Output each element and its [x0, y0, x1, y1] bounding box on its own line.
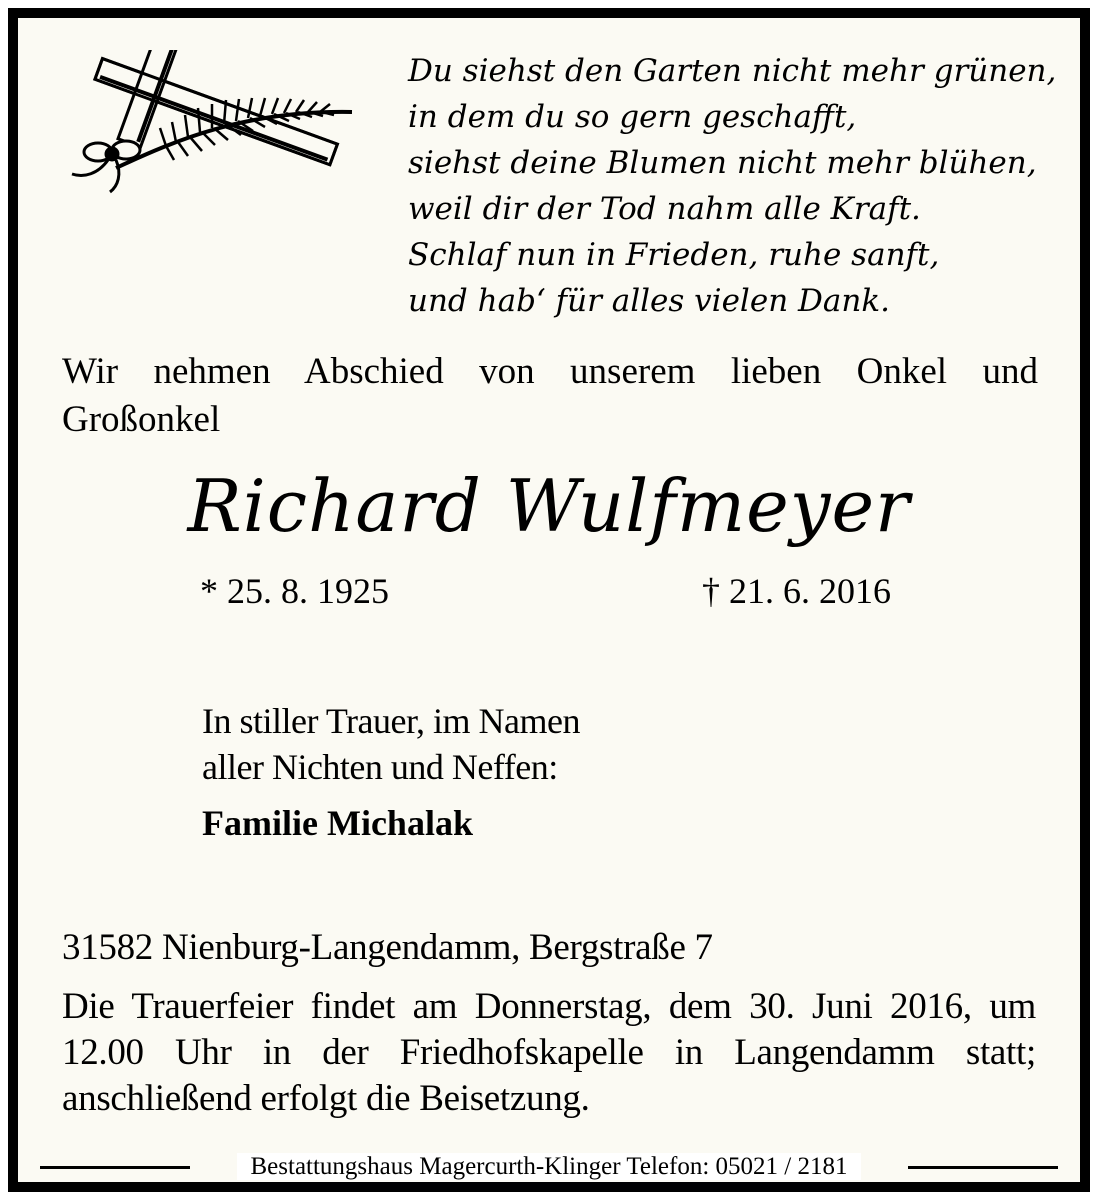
poem-line: in dem du so gern geschafft, [408, 99, 857, 135]
death-date: † 21. 6. 2016 [702, 571, 891, 611]
poem [408, 48, 1058, 324]
poem-line: Schlaf nun in Frieden, ruhe sanft, [408, 237, 940, 273]
funeral-details: Die Trauerfeier findet am Donnerstag, dem 30. Juni 2016, um 12.00 Uhr in der Friedhofskapelle in Langendamm statt; anschließend erfolgt die Beisetzung. [62, 986, 1036, 1119]
poem-line: Du siehst den Garten nicht mehr grünen, [408, 53, 1057, 89]
mourners-text [202, 698, 580, 790]
mourners-line: aller Nichten und Neffen: [202, 747, 558, 787]
funeral-home-contact: Bestattungshaus Magercurth-Klinger Telefon: 05021 / 2181 [237, 1153, 862, 1180]
poem-line: weil dir der Tod nahm alle Kraft. [408, 191, 921, 227]
deceased-name: Richard Wulfmeyer [187, 464, 911, 548]
poem-line: siehst deine Blumen nicht mehr blühen, [408, 145, 1037, 181]
birth-date: * 25. 8. 1925 [200, 571, 389, 611]
farewell-intro: Wir nehmen Abschied von unserem lieben Onkel und Großonkel [62, 351, 1038, 440]
mourners-line: In stiller Trauer, im Namen [202, 701, 580, 741]
funeral-home-footer [0, 1147, 1098, 1187]
poem-line: und hab‘ für alles vielen Dank. [408, 283, 890, 319]
mourning-address: 31582 Nienburg-Langendamm, Bergstraße 7 [62, 927, 713, 968]
family-name: Familie Michalak [202, 803, 473, 843]
cross-with-palm-branch-icon [56, 50, 362, 200]
